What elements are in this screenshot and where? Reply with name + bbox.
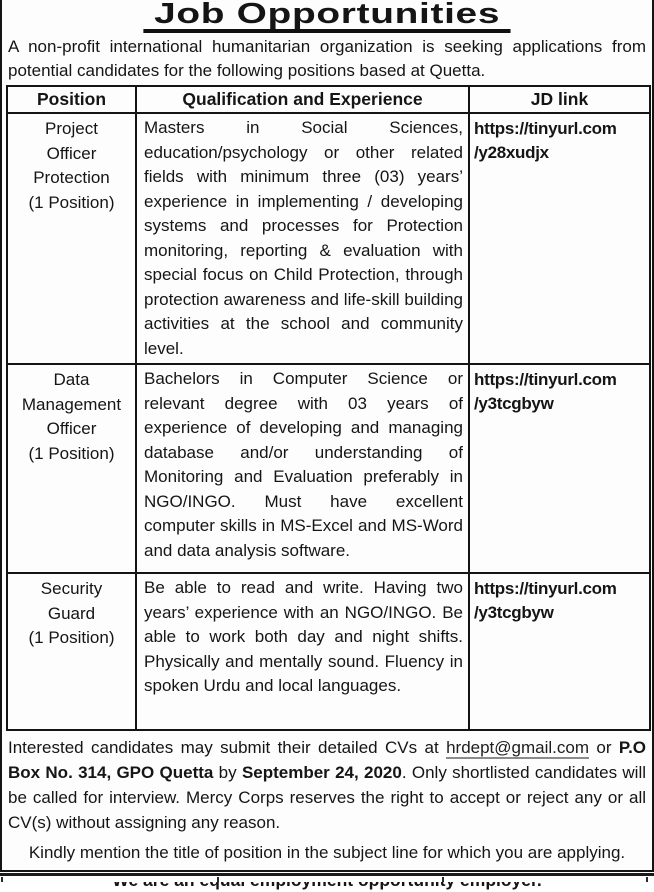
qualification-cell: Be able to read and write. Having two years’ experience with an NGO/INGO. Be able to work both day and night shifts. Physically and mentally sound. Fluency in spoken Urdu and local languages. (136, 573, 469, 730)
jd-link-line2: /y3tcgbyw (474, 394, 554, 413)
header-qualification: Qualification and Experience (136, 86, 469, 113)
position-openings: (1 Position) (28, 192, 115, 212)
apply-text-3: by (213, 763, 242, 782)
jd-link[interactable] (474, 368, 648, 416)
jd-link[interactable] (474, 577, 648, 625)
jd-link-line2: /y28xudjx (474, 143, 549, 162)
jd-link-line1: https://tinyurl.com (474, 579, 617, 598)
table-row (7, 573, 650, 730)
position-cell (7, 364, 136, 573)
header-position: Position (7, 86, 136, 113)
position-openings: (1 Position) (28, 628, 115, 647)
position-openings: (1 Position) (28, 443, 115, 463)
title-block (2, 0, 652, 33)
next-ad-right-edge (646, 877, 648, 882)
table-row (7, 364, 650, 573)
table-header-row (7, 86, 650, 113)
position-title: Security Guard (40, 579, 103, 623)
position-cell (7, 573, 136, 730)
page-title: Job Opportunities (143, 0, 510, 33)
jd-link-line2: /y3tcgbyw (474, 603, 554, 622)
apply-text-4: . Only shortlisted candidates will be called for interview. Mercy Corps reserves the right to accept or reject any or all CV(s) without assigning any reason. (8, 763, 647, 832)
table-row (7, 113, 650, 364)
jd-link-line1: https://tinyurl.com (474, 370, 617, 389)
qualification-cell: Bachelors in Computer Science or relevant degree with 03 years of experience of developing and managing database and/or understanding of Monitoring and Evaluation preferably in NGO/INGO. Must have excellent computer skills in MS-Excel and MS-Word and data analysis software. (136, 364, 469, 573)
next-ad-cutoff-strip (0, 872, 654, 882)
next-ad-column-tick (442, 877, 444, 882)
next-ad-left-edge (1, 877, 3, 882)
application-deadline: September 24, 2020 (241, 763, 402, 782)
qualification-cell: Masters in Social Sciences, education/psychology or other related fields with minimum three (03) years’ experience in implementing / developing systems and processes for Protection monitoring, reporting & evaluation with special focus on Child Protection, through protection awareness and life-skill building activities at the school and community level. (136, 113, 469, 364)
po-box-address: P.O Box No. 314, GPO Quetta (8, 738, 647, 782)
jd-link-line1: https://tinyurl.com (474, 119, 617, 138)
next-ad-column-tick (217, 877, 219, 882)
jd-link-cell (469, 364, 650, 573)
next-ad-top-border (0, 873, 654, 876)
position-title: Project Officer Protection (33, 119, 110, 187)
email-link[interactable]: hrdept@gmail.com (446, 738, 590, 757)
subject-line-note: Kindly mention the title of position in the subject line for which you are applying. (28, 843, 626, 862)
jd-link-cell (469, 113, 650, 364)
apply-text-1: Interested candidates may submit their detailed CVs at (8, 738, 447, 757)
position-title: Data Management Officer (21, 370, 122, 438)
intro-paragraph: A non-profit international humanitarian organization is seeking applications from potential candidates for the following positions based at Quetta. (8, 37, 646, 80)
header-jd-link: JD link (469, 86, 650, 113)
positions-table (6, 85, 651, 731)
jd-link-cell (469, 573, 650, 730)
application-instructions (8, 735, 646, 835)
apply-text-2: or (589, 738, 619, 757)
position-cell (7, 113, 136, 364)
jd-link[interactable] (474, 117, 648, 165)
